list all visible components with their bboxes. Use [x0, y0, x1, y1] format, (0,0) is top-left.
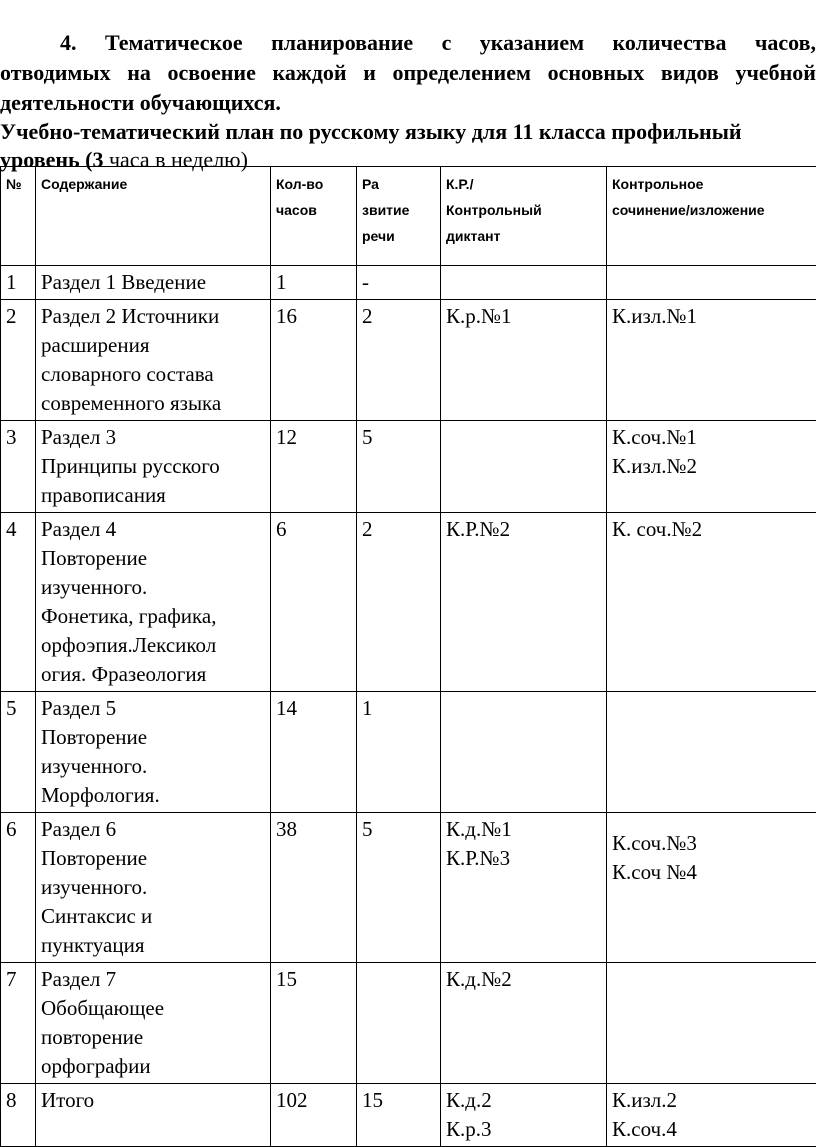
row-hours-text: 15: [276, 965, 351, 994]
row-content: [36, 692, 271, 813]
row-content: [36, 963, 271, 1084]
row-number: [1, 692, 36, 813]
row-content: [36, 421, 271, 513]
row-hours-text: 1: [276, 268, 351, 297]
row-hours: [271, 513, 357, 692]
row-speech-text: 1: [362, 694, 435, 723]
table-header-row: [1, 167, 816, 266]
row-control-dictation: [441, 813, 607, 963]
study-plan-table: [0, 166, 816, 1147]
row-control-essay: [607, 963, 816, 1084]
row-content-line: Раздел 1 Введение: [41, 268, 265, 297]
header-number: №: [1, 167, 36, 266]
row-control-essay-line: К.соч №4: [612, 858, 816, 887]
row-speech-development: [357, 513, 441, 692]
row-control-dictation: [441, 266, 607, 300]
row-control-essay-line: К.изл.№2: [612, 452, 816, 481]
row-number-text: 1: [6, 268, 30, 297]
row-content-line: Обобщающее: [41, 994, 265, 1023]
row-content-line: Раздел 5: [41, 694, 265, 723]
heading-line-3: деятельности обучающихся.: [0, 88, 816, 118]
row-number-text: 8: [6, 1086, 30, 1115]
row-content: [36, 266, 271, 300]
row-content-line: Раздел 2 Источники: [41, 302, 265, 331]
row-speech-text: 2: [362, 515, 435, 544]
row-control-essay: [607, 421, 816, 513]
row-number-text: 4: [6, 515, 30, 544]
row-control-essay-line: К.соч.№3: [612, 815, 816, 858]
table-row: [1, 300, 816, 421]
row-speech-development: [357, 421, 441, 513]
row-speech-development: [357, 1084, 441, 1147]
row-number-text: 7: [6, 965, 30, 994]
table-row: [1, 421, 816, 513]
row-content: [36, 813, 271, 963]
row-control-essay-line: К.изл.2: [612, 1086, 816, 1115]
row-number: [1, 813, 36, 963]
row-hours: [271, 692, 357, 813]
row-control-essay: [607, 1084, 816, 1147]
row-hours: [271, 421, 357, 513]
row-control-essay: [607, 266, 816, 300]
row-content-line: орфографии: [41, 1052, 265, 1081]
row-content-line: огия. Фразеология: [41, 660, 265, 689]
header-content: Содержание: [36, 167, 271, 266]
row-control-essay: [607, 692, 816, 813]
row-content-line: Повторение: [41, 544, 265, 573]
row-hours-text: 16: [276, 302, 351, 331]
row-content-line: орфоэпия.Лексикол: [41, 631, 265, 660]
row-content-line: Фонетика, графика,: [41, 602, 265, 631]
row-content-line: Морфология.: [41, 781, 265, 810]
row-hours: [271, 813, 357, 963]
row-control-dictation: [441, 963, 607, 1084]
row-number: [1, 963, 36, 1084]
table-row: [1, 813, 816, 963]
table-row: [1, 266, 816, 300]
row-number: [1, 266, 36, 300]
row-number-text: 6: [6, 815, 30, 844]
row-speech-development: [357, 692, 441, 813]
row-hours: [271, 300, 357, 421]
row-number-text: 3: [6, 423, 30, 452]
row-content-line: Повторение: [41, 844, 265, 873]
row-control-essay: [607, 300, 816, 421]
table-body: [1, 266, 816, 1147]
row-hours-text: 14: [276, 694, 351, 723]
row-number: [1, 421, 36, 513]
row-speech-development: [357, 300, 441, 421]
row-content-line: Раздел 3: [41, 423, 265, 452]
header-speech: Ра звитие речи: [357, 167, 441, 266]
row-number-text: 5: [6, 694, 30, 723]
row-speech-development: [357, 963, 441, 1084]
header-hours: Кол-во часов: [271, 167, 357, 266]
row-number: [1, 513, 36, 692]
row-control-dictation-line: К.д.№2: [446, 965, 601, 994]
row-control-essay: [607, 813, 816, 963]
row-control-essay-line: К.изл.№1: [612, 302, 816, 331]
row-content-line: словарного состава: [41, 360, 265, 389]
row-control-dictation: [441, 513, 607, 692]
row-control-dictation-line: К.д.№1: [446, 815, 601, 844]
row-hours-text: 12: [276, 423, 351, 452]
row-control-dictation-line: К.р.3: [446, 1115, 601, 1144]
header-control-essay: Контрольное сочинение/изложение: [607, 167, 816, 266]
row-hours: [271, 266, 357, 300]
row-number-text: 2: [6, 302, 30, 331]
row-content-line: Итого: [41, 1086, 265, 1115]
row-speech-development: [357, 813, 441, 963]
row-hours-text: 102: [276, 1086, 351, 1115]
row-control-dictation-line: К.Р.№2: [446, 515, 601, 544]
row-content-line: Повторение: [41, 723, 265, 752]
row-content-line: Принципы русского: [41, 452, 265, 481]
table-row: [1, 963, 816, 1084]
row-control-essay-line: К.соч.4: [612, 1115, 816, 1144]
document-heading: [0, 28, 816, 174]
row-control-dictation-line: К.Р.№3: [446, 844, 601, 873]
heading-line-2: отводимых на освоение каждой и определением основных видов учебной: [0, 58, 816, 88]
header-control-dictation: К.Р./ Контрольный диктант: [441, 167, 607, 266]
row-content: [36, 1084, 271, 1147]
row-control-essay-line: К.соч.№1: [612, 423, 816, 452]
row-speech-text: 5: [362, 423, 435, 452]
row-content-line: изученного.: [41, 873, 265, 902]
row-content-line: правописания: [41, 481, 265, 510]
subtitle-bold-part: уровень (3: [0, 147, 103, 172]
row-number: [1, 300, 36, 421]
row-number: [1, 1084, 36, 1147]
row-hours: [271, 963, 357, 1084]
row-control-dictation: [441, 300, 607, 421]
row-content-line: изученного.: [41, 573, 265, 602]
row-content-line: повторение: [41, 1023, 265, 1052]
row-control-dictation-line: К.д.2: [446, 1086, 601, 1115]
row-control-dictation: [441, 692, 607, 813]
subtitle-normal-part: часа в неделю): [103, 147, 247, 172]
row-speech-text: 15: [362, 1086, 435, 1115]
row-content-line: Раздел 6: [41, 815, 265, 844]
row-content-line: пунктуация: [41, 931, 265, 960]
row-control-dictation-line: К.р.№1: [446, 302, 601, 331]
row-content: [36, 513, 271, 692]
table-row: [1, 692, 816, 813]
row-control-essay: [607, 513, 816, 692]
row-hours: [271, 1084, 357, 1147]
row-speech-development: [357, 266, 441, 300]
row-content-line: Раздел 4: [41, 515, 265, 544]
row-content-line: расширения: [41, 331, 265, 360]
row-control-dictation: [441, 421, 607, 513]
row-speech-text: 5: [362, 815, 435, 844]
row-content-line: изученного.: [41, 752, 265, 781]
row-speech-text: 2: [362, 302, 435, 331]
table-row: [1, 513, 816, 692]
row-content: [36, 300, 271, 421]
row-content-line: современного языка: [41, 389, 265, 418]
row-content-line: Раздел 7: [41, 965, 265, 994]
row-content-line: Синтаксис и: [41, 902, 265, 931]
heading-line-1: 4. Тематическое планирование с указанием количества часов,: [0, 28, 816, 58]
row-speech-text: -: [362, 268, 435, 297]
row-hours-text: 38: [276, 815, 351, 844]
row-control-essay-line: К. соч.№2: [612, 515, 816, 544]
subtitle-line-1: Учебно-тематический план по русскому языку для 11 класса профильный: [0, 118, 816, 146]
table-row: [1, 1084, 816, 1147]
row-control-dictation: [441, 1084, 607, 1147]
row-hours-text: 6: [276, 515, 351, 544]
